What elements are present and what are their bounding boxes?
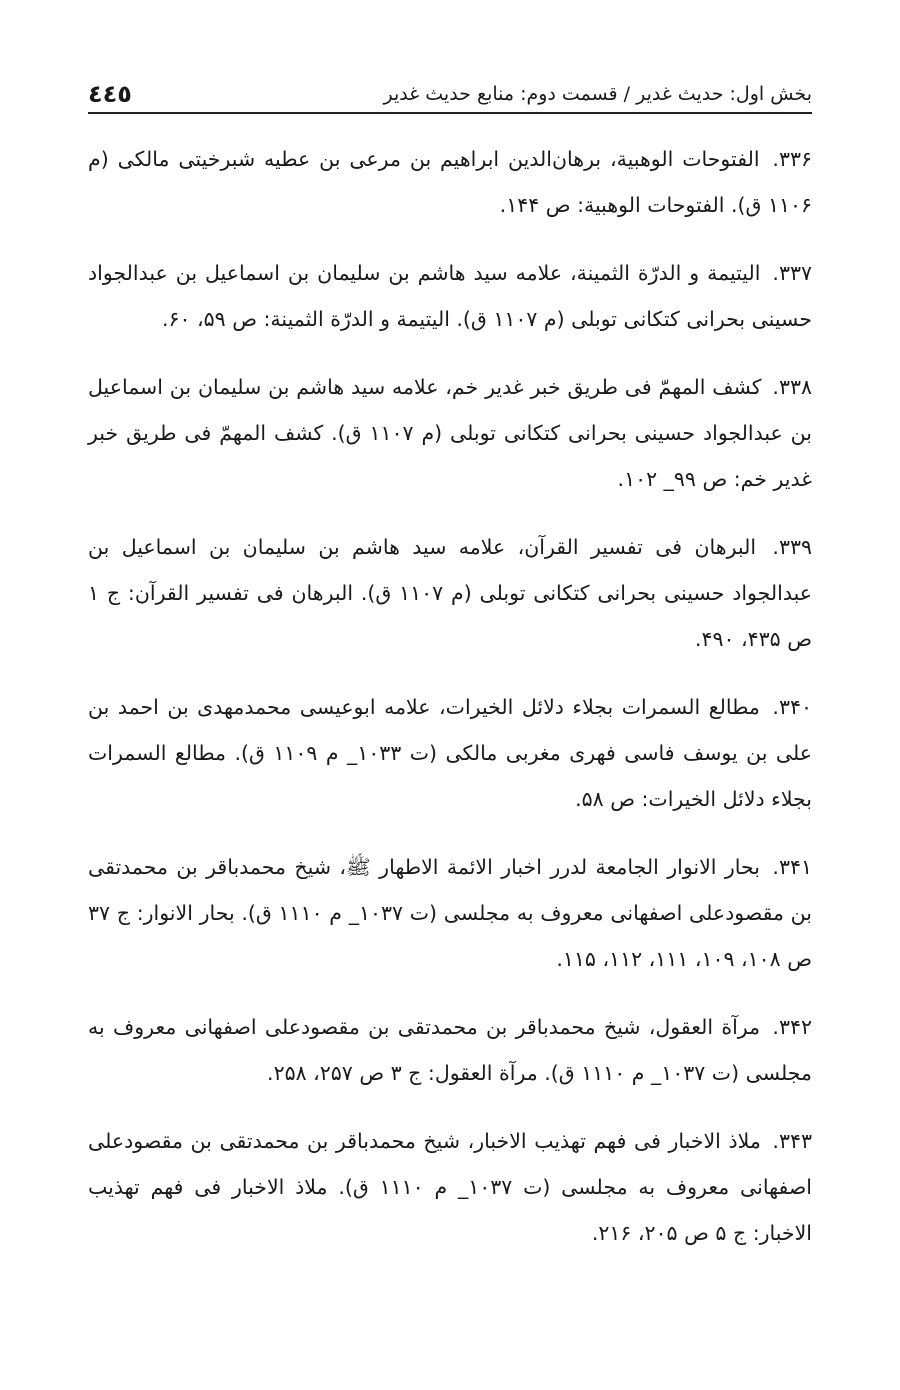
bibliography-entry — [88, 1118, 812, 1256]
book-page — [88, 70, 812, 1330]
entry-number: ۳۳۷. — [772, 261, 812, 285]
entry-text: البرهان فی تفسیر القرآن، علامه سید هاشم بن سلیمان بن اسماعیل بن عبدالجواد حسینی بحرانی کتکانی توبلی (م ۱۱۰۷ ق). البرهان فی تفسیر القرآن: ج ۱ ص ۴۳۵، ۴۹۰. — [88, 535, 812, 651]
bibliography-entry — [88, 844, 812, 982]
bibliography-entry — [88, 250, 812, 342]
entry-number: ۳۳۶. — [772, 147, 812, 171]
entry-number: ۳۴۳. — [772, 1129, 812, 1153]
entry-text: بحار الانوار الجامعة لدرر اخبار الائمة الاطهار ﷺ، شیخ محمدباقر بن محمدتقی بن مقصودعلی اصفهانی معروف به مجلسی (ت ۱۰۳۷_ م ۱۱۱۰ ق). بحار الانوار: ج ۳۷ ص ۱۰۸، ۱۰۹، ۱۱۱، ۱۱۲، ۱۱۵. — [88, 855, 812, 971]
header-title: بخش اول: حدیث غدیر / قسمت دوم: منابع حدیث غدیر — [383, 83, 812, 105]
bibliography-entry — [88, 1004, 812, 1096]
entry-number: ۳۴۲. — [772, 1015, 812, 1039]
entry-text: الیتیمة و الدرّة الثمینة، علامه سید هاشم بن سلیمان بن اسماعیل بن عبدالجواد حسینی بحرانی کتکانی توبلی (م ۱۱۰۷ ق). الیتیمة و الدرّة الثمینة: ص ۵۹، ۶۰. — [88, 261, 812, 331]
bibliography-entry — [88, 524, 812, 662]
bibliography-list — [88, 136, 812, 1256]
page-number: ٤٤٥ — [88, 80, 132, 108]
bibliography-entry — [88, 364, 812, 502]
entry-text: ملاذ الاخبار فی فهم تهذیب الاخبار، شیخ محمدباقر بن محمدتقی بن مقصودعلی اصفهانی معروف به مجلسی (ت ۱۰۳۷_ م ۱۱۱۰ ق). ملاذ الاخبار فی فهم تهذیب الاخبار: ج ۵ ص ۲۰۵، ۲۱۶. — [88, 1129, 812, 1245]
entry-text: الفتوحات الوهبیة، برهان‌الدین ابراهیم بن مرعی بن عطیه شبرخیتی مالکی (م ۱۱۰۶ ق). الفتوحات الوهبیة: ص ۱۴۴. — [88, 147, 812, 217]
entry-text: مطالع السمرات بجلاء دلائل الخیرات، علامه ابوعیسی محمدمهدی بن احمد بن علی بن یوسف فاسی فهری مغربی مالکی (ت ۱۰۳۳_ م ۱۱۰۹ ق). مطالع السمرات بجلاء دلائل الخیرات: ص ۵۸. — [88, 695, 813, 811]
bibliography-entry — [88, 684, 812, 822]
entry-text: کشف المهمّ فی طریق خبر غدیر خم، علامه سید هاشم بن سلیمان بن اسماعیل بن عبدالجواد حسینی بحرانی کتکانی توبلی (م ۱۱۰۷ ق). کشف المهمّ فی طریق خبر غدیر خم: ص ۹۹_ ۱۰۲. — [88, 375, 812, 491]
entry-number: ۳۳۸. — [772, 375, 812, 399]
entry-text: مرآة العقول، شیخ محمدباقر بن محمدتقی بن مقصودعلی اصفهانی معروف به مجلسی (ت ۱۰۳۷_ م ۱۱۱۰ ق). مرآة العقول: ج ۳ ص ۲۵۷، ۲۵۸. — [88, 1015, 812, 1085]
entry-number: ۳۳۹. — [772, 535, 812, 559]
entry-number: ۳۴۰. — [772, 695, 812, 719]
bibliography-entry — [88, 136, 812, 228]
entry-number: ۳۴۱. — [772, 855, 812, 879]
running-header — [88, 70, 812, 114]
